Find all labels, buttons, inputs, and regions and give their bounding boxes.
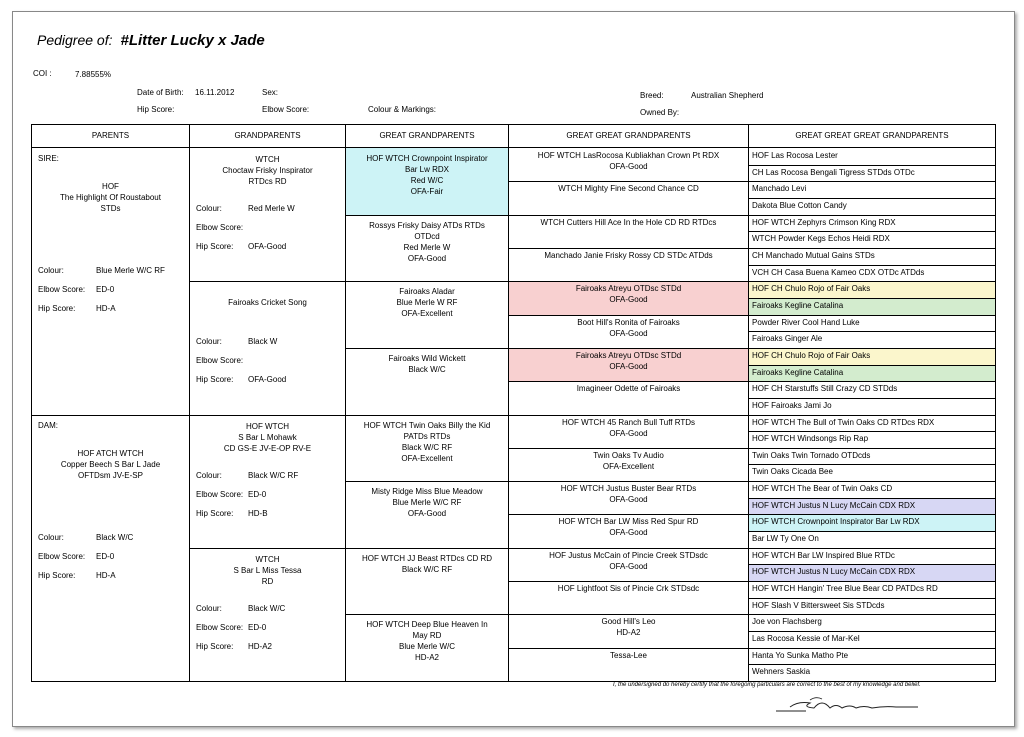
gg-grandparent-line: OFA-Good bbox=[609, 495, 648, 505]
ggg-grandparent-cell: WTCH Powder Kegs Echos Heidi RDX bbox=[752, 234, 890, 244]
ggg-grandparent-cell: Twin Oaks Cicada Bee bbox=[752, 467, 833, 477]
parent-cell bbox=[32, 148, 189, 415]
gg-grandparent-cell bbox=[509, 348, 748, 381]
ggg-grandparent-cell: HOF WTCH Crownpoint Inspirator Bar Lw RDX bbox=[749, 514, 995, 531]
great-grandparent-cell bbox=[346, 281, 508, 348]
gg-grandparent-cell bbox=[509, 581, 748, 614]
gg-grandparent-cell bbox=[509, 614, 748, 647]
row-divider bbox=[190, 281, 345, 282]
row-divider bbox=[749, 215, 995, 216]
colour-value: Black W/C bbox=[248, 603, 286, 613]
grandparent-name bbox=[190, 421, 345, 454]
hip-score-label: Hip Score: bbox=[196, 375, 234, 385]
row-divider bbox=[749, 498, 995, 499]
gg-grandparent-cell bbox=[509, 148, 748, 181]
row-divider bbox=[749, 331, 995, 332]
parent-name-line: HOF ATCH WTCH bbox=[77, 448, 144, 458]
row-divider bbox=[346, 614, 508, 615]
hip-score-value: HD-A bbox=[96, 570, 116, 580]
coi-value: 7.88555% bbox=[75, 70, 112, 79]
ggg-grandparent-cell: HOF Slash V Bittersweet Sis STDcds bbox=[752, 600, 885, 610]
parent-name-line: HOF bbox=[102, 182, 119, 191]
elbow-score-value: ED-0 bbox=[96, 551, 115, 561]
ggg-grandparent-cell: HOF WTCH Justus N Lucy McCain CDX RDX bbox=[749, 564, 995, 581]
grandparent-name-line: S Bar L Mohawk bbox=[238, 432, 297, 442]
great-grandparent-line: OFA-Good bbox=[407, 509, 447, 519]
row-divider bbox=[509, 448, 748, 449]
gg-grandparent-line: Manchado Janie Frisky Rossy CD STDc ATDds bbox=[544, 250, 713, 260]
gg-grandparent-line: Good Hill's Leo bbox=[601, 617, 656, 627]
gg-grandparent-line: Imagineer Odette of Fairoaks bbox=[576, 384, 681, 394]
grandparent-cell bbox=[190, 148, 345, 281]
row-divider bbox=[32, 415, 189, 416]
great-grandparent-line: OTDcd bbox=[414, 231, 440, 241]
gg-grandparent-cell bbox=[509, 448, 748, 481]
breed-label: Breed: bbox=[640, 91, 664, 100]
ggg-grandparent-cell: VCH CH Casa Buena Kameo CDX OTDc ATDds bbox=[752, 267, 925, 277]
coi-label: COI : bbox=[33, 69, 52, 78]
parent-name-line: Copper Beech S Bar L Jade bbox=[60, 459, 161, 469]
title-label: Pedigree of: bbox=[37, 32, 113, 48]
row-divider bbox=[190, 548, 345, 549]
ggg-grandparent-cell: Powder River Cool Hand Luke bbox=[752, 317, 860, 327]
row-divider bbox=[509, 215, 748, 216]
ggg-grandparent-cell: HOF CH Chulo Rojo of Fair Oaks bbox=[749, 281, 995, 298]
ggg-grandparent-cell: Bar LW Ty One On bbox=[752, 534, 819, 544]
row-divider bbox=[749, 464, 995, 465]
row-divider bbox=[749, 198, 995, 199]
gg-grandparent-cell bbox=[509, 215, 748, 248]
gg-grandparent-line: OFA-Excellent bbox=[602, 461, 655, 471]
gg-grandparent-cell bbox=[509, 381, 748, 414]
row-divider bbox=[346, 481, 508, 482]
ggg-grandparent-cell: HOF WTCH Bar LW Inspired Blue RTDc bbox=[752, 550, 895, 560]
colour-value: Black W/C RF bbox=[248, 470, 299, 480]
gg-grandparent-line: WTCH Cutters Hill Ace In the Hole CD RD RTDcs bbox=[540, 217, 717, 227]
great-grandparent-line: Fairoaks Wild Wickett bbox=[388, 353, 466, 363]
parent-name-line: The Highlight Of Roustabout bbox=[60, 193, 161, 202]
gg-grandparent-cell bbox=[509, 548, 748, 581]
parent-name-line: STDs bbox=[100, 204, 121, 213]
row-divider bbox=[749, 514, 995, 515]
breed-value: Australian Shepherd bbox=[691, 91, 764, 100]
row-divider bbox=[749, 598, 995, 599]
gg-grandparent-line: Twin Oaks Tv Audio bbox=[593, 450, 664, 460]
ggg-grandparent-cell: Wehners Saskia bbox=[752, 667, 811, 677]
row-divider bbox=[749, 531, 995, 532]
row-divider bbox=[749, 315, 995, 316]
great-grandparent-line: Blue Merle W RF bbox=[396, 298, 458, 308]
gg-grandparent-cell bbox=[509, 281, 748, 314]
signature bbox=[772, 694, 922, 718]
great-grandparent-cell bbox=[346, 148, 508, 215]
row-divider bbox=[749, 448, 995, 449]
sex-label: Sex: bbox=[262, 88, 279, 97]
ggg-grandparent-cell: Dakota Blue Cotton Candy bbox=[752, 200, 847, 210]
colour-markings-label: Colour & Markings: bbox=[368, 105, 437, 114]
grandparent-cell bbox=[190, 415, 345, 548]
parent-cell bbox=[32, 415, 189, 682]
great-grandparent-line: Red Merle W bbox=[403, 242, 451, 252]
gg-grandparent-line: OFA-Good bbox=[609, 561, 648, 571]
grandparent-name-line: CD GS-E JV-E-OP RV-E bbox=[223, 443, 312, 453]
row-divider bbox=[509, 281, 748, 282]
gg-grandparent-line: HOF Lightfoot Sis of Pincie Crk STDsdc bbox=[557, 584, 700, 594]
gg-grandparent-line: OFA-Good bbox=[609, 528, 648, 538]
grandparent-name-line: Choctaw Frisky Inspirator bbox=[222, 166, 313, 175]
row-divider bbox=[749, 564, 995, 565]
gg-grandparent-line: HOF WTCH 45 Ranch Bull Tuff RTDs bbox=[561, 417, 696, 427]
row-divider bbox=[749, 348, 995, 349]
ggg-grandparent-cell: Joe von Flachsberg bbox=[752, 617, 822, 627]
ggg-grandparent-cell: Hanta Yo Sunka Matho Pte bbox=[752, 650, 849, 660]
row-divider bbox=[346, 548, 508, 549]
great-grandparent-cell bbox=[346, 481, 508, 548]
row-divider bbox=[749, 265, 995, 266]
hip-score-value: OFA-Good bbox=[248, 242, 287, 251]
hip-score-label: Hip Score: bbox=[38, 570, 76, 580]
grandparent-name bbox=[190, 297, 345, 308]
parent-name bbox=[32, 448, 189, 481]
gg-grandparent-cell bbox=[509, 648, 748, 681]
row-divider bbox=[509, 648, 748, 649]
grandparent-name bbox=[190, 154, 345, 187]
ggg-grandparent-cell: HOF WTCH Justus N Lucy McCain CDX RDX bbox=[749, 498, 995, 515]
great-grandparent-line: HD-A2 bbox=[414, 653, 439, 663]
great-grandparent-cell bbox=[346, 215, 508, 282]
parent-name bbox=[32, 181, 189, 214]
great-grandparent-line: Blue Merle W/C RF bbox=[392, 498, 462, 508]
parent-name-line: OFTDsm JV-E-SP bbox=[78, 470, 143, 480]
ggg-grandparent-cell: HOF WTCH Windsongs Rip Rap bbox=[752, 434, 869, 444]
gg-grandparent-line: HOF WTCH Justus Buster Bear RTDs bbox=[560, 484, 697, 494]
column-header-parents: PARENTS bbox=[32, 125, 189, 148]
row-divider bbox=[509, 248, 748, 249]
row-divider bbox=[749, 298, 995, 299]
colour-value: Blue Merle W/C RF bbox=[96, 266, 165, 275]
row-divider bbox=[749, 398, 995, 399]
hip-score-value: OFA-Good bbox=[248, 375, 287, 385]
row-divider bbox=[509, 548, 748, 549]
row-divider bbox=[749, 431, 995, 432]
row-divider bbox=[749, 648, 995, 649]
gg-grandparent-line: OFA-Good bbox=[609, 428, 648, 438]
gg-grandparent-line: OFA-Good bbox=[609, 361, 648, 371]
column-header-ggg-grandparents: GREAT GREAT GREAT GRANDPARENTS bbox=[749, 125, 995, 148]
hip-score-label: Hip Score: bbox=[196, 641, 234, 651]
great-grandparent-line: Fairoaks Aladar bbox=[399, 287, 455, 297]
row-divider bbox=[346, 281, 508, 282]
litter-name: #Litter Lucky x Jade bbox=[120, 32, 265, 49]
row-divider bbox=[749, 381, 995, 382]
grandparent-name-line: S Bar L Miss Tessa bbox=[233, 565, 302, 575]
hip-score-value: HD-A bbox=[96, 304, 116, 313]
colour-label: Colour: bbox=[38, 532, 64, 542]
row-divider bbox=[509, 315, 748, 316]
row-divider bbox=[749, 548, 995, 549]
grandparent-name-line: HOF WTCH bbox=[245, 421, 290, 431]
elbow-score-value: ED-0 bbox=[96, 285, 115, 294]
row-divider bbox=[509, 581, 748, 582]
ggg-grandparent-cell: HOF WTCH Zephyrs Crimson King RDX bbox=[752, 217, 896, 227]
grandparent-name-line: Fairoaks Cricket Song bbox=[228, 298, 307, 308]
great-grandparent-line: Red W/C bbox=[410, 176, 444, 185]
great-grandparent-line: OFA-Good bbox=[407, 253, 447, 263]
column-header-great-grandparents: GREAT GRANDPARENTS bbox=[346, 125, 508, 148]
ggg-grandparent-cell: CH Manchado Mutual Gains STDs bbox=[752, 250, 875, 260]
gg-grandparent-line: Boot Hill's Ronita of Fairoaks bbox=[577, 317, 680, 327]
gg-grandparent-line: WTCH Mighty Fine Second Chance CD bbox=[558, 184, 699, 194]
gg-grandparent-cell bbox=[509, 315, 748, 348]
ggg-grandparent-cell: CH Las Rocosa Bengali Tigress STDds OTDc bbox=[752, 167, 915, 177]
row-divider bbox=[346, 415, 508, 416]
colour-value: Black W/C bbox=[96, 532, 134, 542]
row-divider bbox=[346, 215, 508, 216]
row-divider bbox=[346, 348, 508, 349]
row-divider bbox=[509, 481, 748, 482]
grandparent-name bbox=[190, 554, 345, 587]
great-grandparent-line: HOF WTCH JJ Beast RTDcs CD RD bbox=[361, 553, 493, 563]
hip-score-value: HD-A2 bbox=[248, 641, 273, 651]
elbow-score-label: Elbow Score: bbox=[38, 551, 86, 561]
gg-grandparent-line: Fairoaks Atreyu OTDsc STDd bbox=[575, 284, 682, 294]
elbow-score-label: Elbow Score: bbox=[196, 622, 244, 632]
row-divider bbox=[749, 281, 995, 282]
row-divider bbox=[749, 248, 995, 249]
gg-grandparent-cell bbox=[509, 248, 748, 281]
great-grandparent-cell bbox=[346, 348, 508, 415]
row-divider bbox=[749, 415, 995, 416]
gg-grandparent-cell bbox=[509, 514, 748, 547]
parent-role: SIRE: bbox=[38, 154, 59, 163]
colour-label: Colour: bbox=[38, 266, 64, 275]
row-divider bbox=[749, 481, 995, 482]
gg-grandparent-line: Tessa-Lee bbox=[610, 650, 647, 660]
row-divider bbox=[749, 581, 995, 582]
row-divider bbox=[509, 514, 748, 515]
pedigree-table bbox=[31, 124, 996, 682]
colour-value: Red Merle W bbox=[248, 204, 295, 213]
dob-label: Date of Birth: bbox=[137, 88, 184, 97]
elbow-score-value: ED-0 bbox=[248, 489, 267, 499]
row-divider bbox=[509, 415, 748, 416]
colour-label: Colour: bbox=[196, 470, 222, 480]
ggg-grandparent-cell: Las Rocosa Kessie of Mar-Kel bbox=[752, 634, 860, 644]
gg-grandparent-line: HOF Justus McCain of Pincie Creek STDsdc bbox=[549, 550, 708, 560]
great-grandparent-line: Blue Merle W/C bbox=[398, 642, 455, 652]
great-grandparent-line: Black W/C bbox=[408, 364, 446, 374]
elbow-score-value: ED-0 bbox=[248, 622, 267, 632]
ggg-grandparent-cell: Fairoaks Kegline Catalina bbox=[749, 365, 995, 382]
owned-by-label: Owned By: bbox=[640, 108, 680, 117]
grandparent-name-line: RTDcs RD bbox=[248, 177, 287, 186]
ggg-grandparent-cell: HOF WTCH The Bear of Twin Oaks CD bbox=[752, 484, 893, 494]
great-grandparent-line: HOF WTCH Twin Oaks Billy the Kid bbox=[363, 420, 491, 430]
grandparent-cell bbox=[190, 548, 345, 681]
column-header-grandparents: GRANDPARENTS bbox=[190, 125, 345, 148]
column-header-gg-grandparents: GREAT GREAT GRANDPARENTS bbox=[509, 125, 748, 148]
ggg-grandparent-cell: Fairoaks Kegline Catalina bbox=[749, 298, 995, 315]
dob-value: 16.11.2012 bbox=[195, 88, 235, 97]
grandparent-cell bbox=[190, 281, 345, 414]
row-divider bbox=[749, 181, 995, 182]
row-divider bbox=[749, 614, 995, 615]
ggg-grandparent-cell: HOF Las Rocosa Lester bbox=[752, 151, 838, 160]
great-grandparent-line: HOF WTCH Crownpoint Inspirator bbox=[366, 154, 488, 163]
gg-grandparent-line: OFA-Good bbox=[609, 295, 648, 305]
great-grandparent-line: OFA-Excellent bbox=[401, 309, 453, 319]
gg-grandparent-cell bbox=[509, 181, 748, 214]
parent-role: DAM: bbox=[38, 420, 58, 430]
ggg-grandparent-cell: Fairoaks Ginger Ale bbox=[752, 334, 823, 344]
great-grandparent-cell bbox=[346, 614, 508, 681]
row-divider bbox=[190, 415, 345, 416]
elbow-score-label: Elbow Score: bbox=[196, 223, 244, 232]
great-grandparent-line: Misty Ridge Miss Blue Meadow bbox=[371, 487, 483, 497]
hip-score-label: Hip Score: bbox=[137, 105, 175, 114]
ggg-grandparent-cell: Twin Oaks Twin Tornado OTDcds bbox=[752, 450, 871, 460]
gg-grandparent-line: OFA-Good bbox=[609, 162, 648, 171]
great-grandparent-cell bbox=[346, 548, 508, 615]
grandparent-name-line: WTCH bbox=[255, 554, 280, 564]
gg-grandparent-line: Fairoaks Atreyu OTDsc STDd bbox=[575, 350, 682, 360]
colour-label: Colour: bbox=[196, 337, 222, 347]
ggg-grandparent-cell: HOF CH Starstuffs Still Crazy CD STDds bbox=[752, 384, 898, 394]
grandparent-name-line: WTCH bbox=[255, 155, 280, 164]
great-grandparent-line: May RD bbox=[412, 631, 442, 641]
elbow-score-label: Elbow Score: bbox=[38, 285, 86, 294]
great-grandparent-line: Black W/C RF bbox=[401, 442, 453, 452]
great-grandparent-line: Bar Lw RDX bbox=[404, 165, 449, 174]
great-grandparent-line: PATDs RTDs bbox=[403, 431, 451, 441]
great-grandparent-line: HOF WTCH Deep Blue Heaven In bbox=[366, 620, 488, 630]
gg-grandparent-cell bbox=[509, 415, 748, 448]
row-divider bbox=[509, 614, 748, 615]
great-grandparent-line: Black W/C RF bbox=[401, 564, 453, 574]
gg-grandparent-line: OFA-Good bbox=[609, 328, 648, 338]
certification-text: I, the undersigned do hereby certify that the foregoing particulars are correct to the best of my knowledge and belief. bbox=[613, 682, 921, 688]
great-grandparent-line: OFA-Fair bbox=[410, 187, 444, 196]
row-divider bbox=[509, 181, 748, 182]
hip-score-label: Hip Score: bbox=[196, 508, 234, 518]
row-divider bbox=[509, 381, 748, 382]
colour-value: Black W bbox=[248, 337, 278, 347]
grandparent-name-line: RD bbox=[261, 576, 274, 586]
colour-label: Colour: bbox=[196, 204, 222, 213]
gg-grandparent-line: HOF WTCH Bar LW Miss Red Spur RD bbox=[558, 517, 699, 527]
row-divider bbox=[749, 631, 995, 632]
great-grandparent-line: OFA-Excellent bbox=[401, 453, 453, 463]
row-divider bbox=[749, 365, 995, 366]
elbow-score-label: Elbow Score: bbox=[262, 105, 310, 114]
ggg-grandparent-cell: HOF WTCH Hangin' Tree Blue Bear CD PATDcs RD bbox=[752, 584, 938, 594]
row-divider bbox=[749, 231, 995, 232]
great-grandparent-line: Rossys Frisky Daisy ATDs RTDs bbox=[369, 220, 485, 230]
row-divider bbox=[749, 165, 995, 166]
gg-grandparent-line: HD-A2 bbox=[616, 628, 641, 638]
row-divider bbox=[509, 348, 748, 349]
ggg-grandparent-cell: HOF CH Chulo Rojo of Fair Oaks bbox=[749, 348, 995, 365]
elbow-score-label: Elbow Score: bbox=[196, 356, 244, 366]
gg-grandparent-line: HOF WTCH LasRocosa Kubliakhan Crown Pt RDX bbox=[537, 151, 720, 160]
colour-label: Colour: bbox=[196, 603, 222, 613]
hip-score-label: Hip Score: bbox=[196, 242, 234, 251]
hip-score-value: HD-B bbox=[248, 508, 268, 518]
gg-grandparent-cell bbox=[509, 481, 748, 514]
ggg-grandparent-cell: HOF WTCH The Bull of Twin Oaks CD RTDcs RDX bbox=[752, 417, 935, 427]
elbow-score-label: Elbow Score: bbox=[196, 489, 244, 499]
hip-score-label: Hip Score: bbox=[38, 304, 76, 313]
ggg-grandparent-cell: Manchado Levi bbox=[752, 184, 807, 194]
row-divider bbox=[749, 664, 995, 665]
ggg-grandparent-cell: HOF Fairoaks Jami Jo bbox=[752, 400, 832, 410]
page-title bbox=[37, 32, 265, 49]
great-grandparent-cell bbox=[346, 415, 508, 482]
